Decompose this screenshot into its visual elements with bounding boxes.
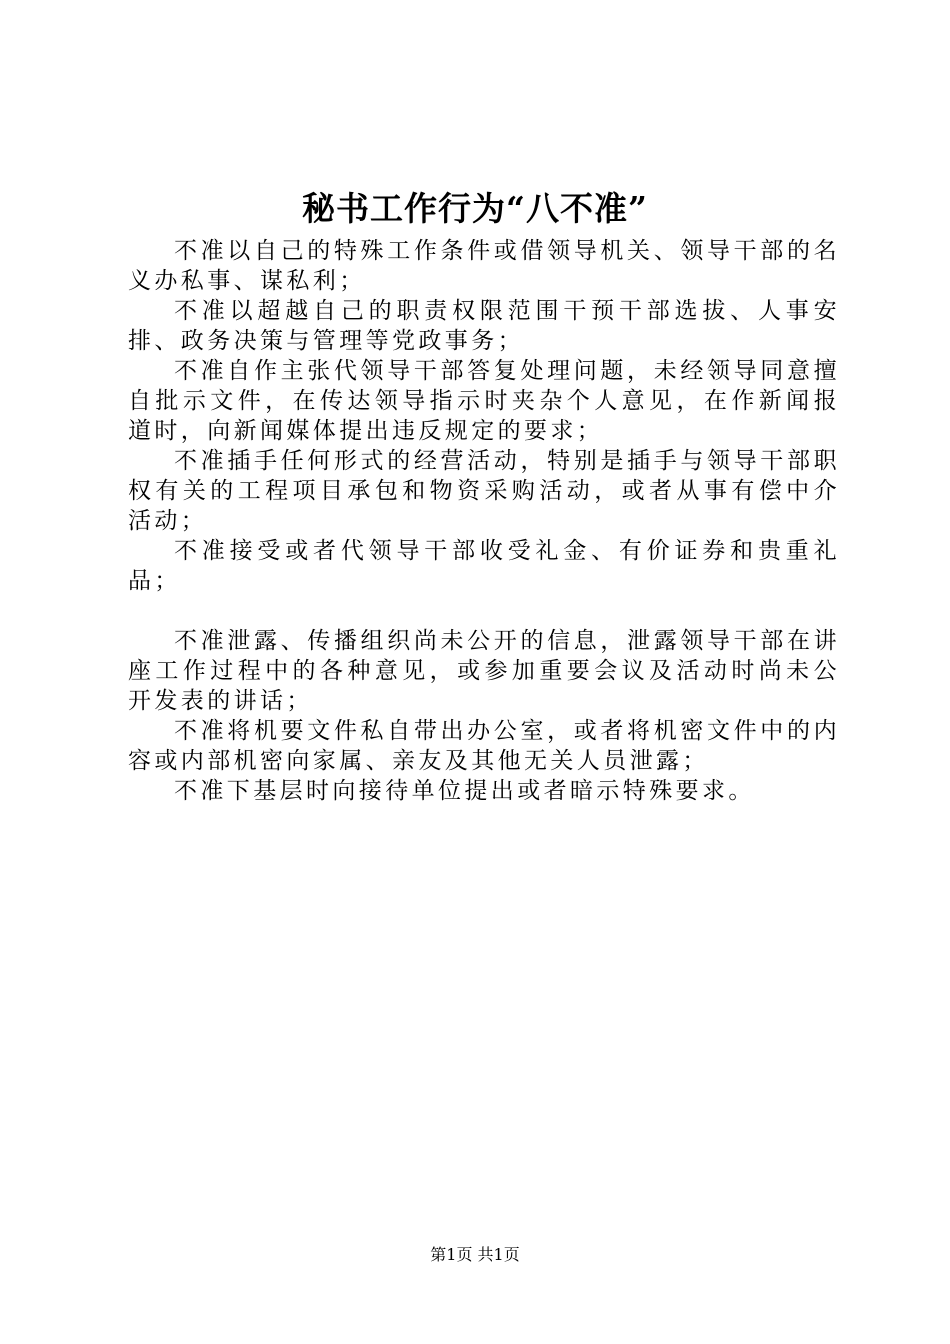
paragraph: 不准泄露、传播组织尚未公开的信息，泄露领导干部在讲座工作过程中的各种意见，或参加重要会议及活动时尚未公开发表的讲话； [128,628,840,714]
document-body [128,236,840,806]
paragraph: 不准以自己的特殊工作条件或借领导机关、领导干部的名义办私事、谋私利； [128,238,840,294]
paragraph: 不准下基层时向接待单位提出或者暗示特殊要求。 [174,778,755,804]
paragraph: 不准插手任何形式的经营活动，特别是插手与领导干部职权有关的工程项目承包和物资采购活动，或者从事有偿中介活动； [128,448,840,534]
document-title: 秘书工作行为“八不准” [302,189,648,228]
paragraph: 不准以超越自己的职责权限范围干预干部选拔、人事安排、政务决策与管理等党政事务； [128,298,840,354]
page-number-footer: 第1页 共1页 [430,1245,520,1264]
paragraph: 不准自作主张代领导干部答复处理问题，未经领导同意擅自批示文件，在传达领导指示时夹杂个人意见，在作新闻报道时，向新闻媒体提出违反规定的要求； [128,358,840,444]
paragraph: 不准接受或者代领导干部收受礼金、有价证券和贵重礼品； [128,538,840,594]
paragraph: 不准将机要文件私自带出办公室，或者将机密文件中的内容或内部机密向家属、亲友及其他无关人员泄露； [128,718,840,774]
